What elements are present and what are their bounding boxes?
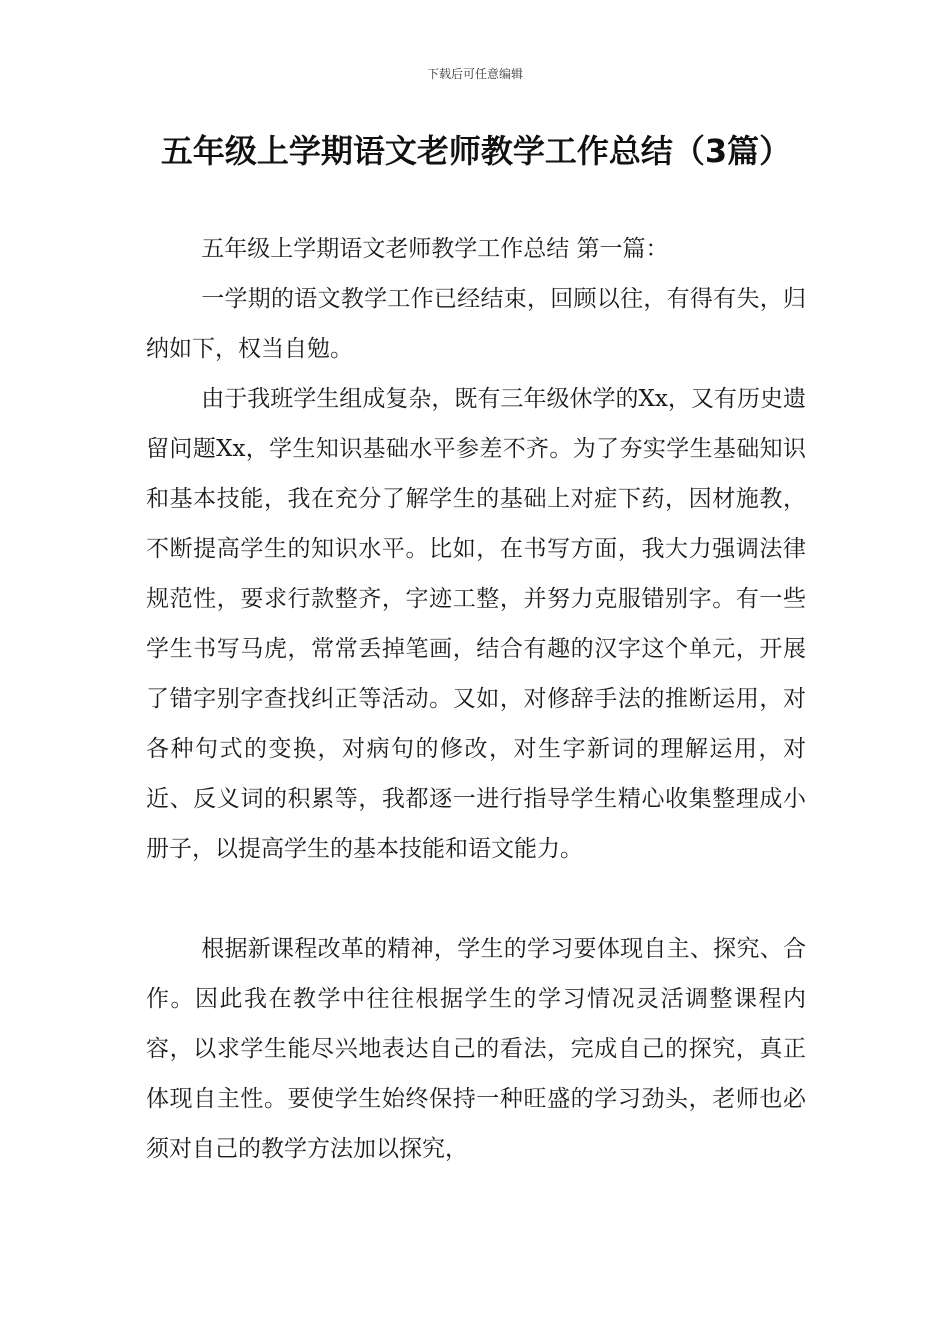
body-paragraph: 根据新课程改革的精神，学生的学习要体现自主、探究、合作。因此我在教学中往往根据学生的学习情况灵活调整课程内容，以求学生能尽兴地表达自己的看法，完成自己的探究，真正体现自主性。要使学生始终保持一种旺盛的学习劲头，老师也必须对自己的教学方法加以探究， <box>146 936 806 1162</box>
document-title: 五年级上学期语文老师教学工作总结（3篇） <box>160 132 792 170</box>
section-heading: 五年级上学期语文老师教学工作总结 第一篇： <box>201 236 669 262</box>
header-note: 下载后可任意编辑 <box>426 67 523 81</box>
body-paragraph: 由于我班学生组成复杂，既有三年级休学的Xx，又有历史遗留问题Xx，学生知识基础水平参差不齐。为了夯实学生基础知识和基本技能，我在充分了解学生的基础上对症下药，因材施教，不断提高学生的知识水平。比如，在书写方面，我大力强调法律规范性，要求行款整齐，字迹工整，并努力克服错别字。有一些学生书写马虎，常常丢掉笔画，结合有趣的汉字这个单元，开展了错字别字查找纠正等活动。又如，对修辞手法的推断运用，对各种句式的变换，对病句的修改，对生字新词的理解运用，对近、反义词的积累等，我都逐一进行指导学生精心收集整理成小册子，以提高学生的基本技能和语文能力。 <box>146 386 806 862</box>
body-paragraph: 一学期的语文教学工作已经结束，回顾以往，有得有失，归纳如下，权当自勉。 <box>146 286 806 362</box>
document-body <box>146 224 806 1174</box>
